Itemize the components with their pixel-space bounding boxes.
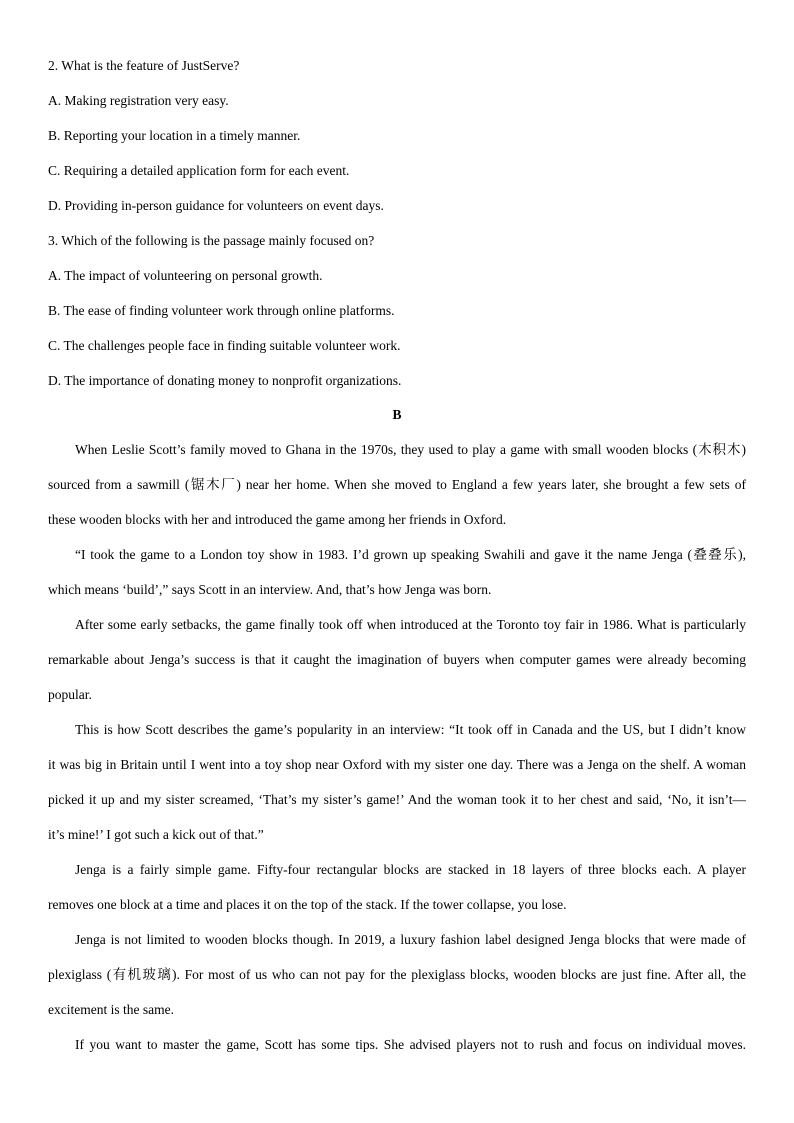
question-2-stem: 2. What is the feature of JustServe? <box>48 58 240 73</box>
question-2-option-c: C. Requiring a detailed application form for each event. <box>48 163 350 178</box>
passage-line: it’s mine!’ I got such a kick out of that.” <box>48 827 264 842</box>
passage-line: picked it up and my sister screamed, ‘That’s my sister’s game!’ And the woman took it to her chest and said, ‘No, it isn’t— <box>48 792 746 807</box>
question-2-option-a: A. Making registration very easy. <box>48 93 229 108</box>
passage-line: After some early setbacks, the game finally took off when introduced at the Toronto toy fair in 1986. What is particularly <box>75 617 746 632</box>
passage-line: If you want to master the game, Scott has some tips. She advised players not to rush and focus on individual moves. <box>75 1037 746 1052</box>
passage-line: sourced from a sawmill (锯木厂) near her home. When she moved to England a few years later, she brought a few sets of <box>48 477 746 492</box>
question-2-option-d: D. Providing in-person guidance for volunteers on event days. <box>48 198 384 213</box>
passage-line: it was big in Britain until I went into a toy shop near Oxford with my sister one day. There was a Jenga on the shelf. A woman <box>48 757 746 772</box>
passage-line: Jenga is not limited to wooden blocks though. In 2019, a luxury fashion label designed Jenga blocks that were made of <box>75 932 746 947</box>
section-heading: B <box>392 407 402 422</box>
passage-line: removes one block at a time and places it on the top of the stack. If the tower collapse, you lose. <box>48 897 567 912</box>
question-3-option-b: B. The ease of finding volunteer work through online platforms. <box>48 303 395 318</box>
question-3-option-a: A. The impact of volunteering on personal growth. <box>48 268 323 283</box>
passage-line: plexiglass (有机玻璃). For most of us who can not pay for the plexiglass blocks, wooden blocks are just fine. After all, the <box>48 967 746 982</box>
question-3-option-c: C. The challenges people face in finding suitable volunteer work. <box>48 338 401 353</box>
question-3-stem: 3. Which of the following is the passage mainly focused on? <box>48 233 375 248</box>
question-2-option-b: B. Reporting your location in a timely manner. <box>48 128 301 143</box>
passage-line: these wooden blocks with her and introduced the game among her friends in Oxford. <box>48 512 507 527</box>
passage-line: Jenga is a fairly simple game. Fifty-four rectangular blocks are stacked in 18 layers of three blocks each. A player <box>75 862 746 877</box>
question-3-option-d: D. The importance of donating money to nonprofit organizations. <box>48 373 402 388</box>
passage-line: This is how Scott describes the game’s popularity in an interview: “It took off in Canada and the US, but I didn’t know <box>75 722 746 737</box>
passage-line: popular. <box>48 687 92 702</box>
passage-line: which means ‘build’,” says Scott in an interview. And, that’s how Jenga was born. <box>48 582 492 597</box>
passage-line: excitement is the same. <box>48 1002 174 1017</box>
passage-line: “I took the game to a London toy show in 1983. I’d grown up speaking Swahili and gave it the name Jenga (叠叠乐), <box>75 547 746 562</box>
passage-line: When Leslie Scott’s family moved to Ghana in the 1970s, they used to play a game with small wooden blocks (木积木) <box>75 442 746 457</box>
passage-line: remarkable about Jenga’s success is that it caught the imagination of buyers when computer games were already becoming <box>48 652 746 667</box>
